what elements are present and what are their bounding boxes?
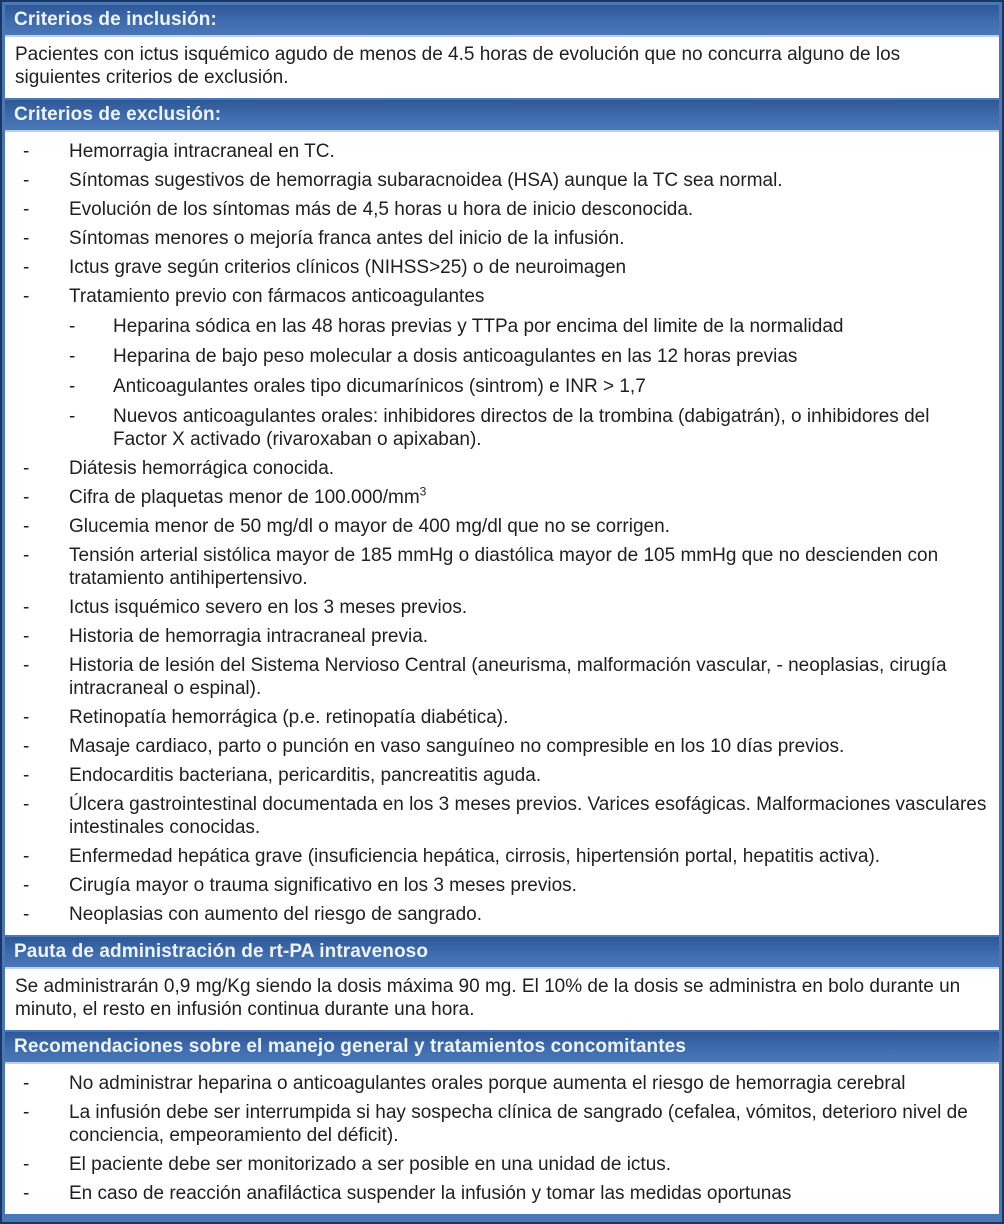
exclusion-subitem: - Heparina sódica en las 48 horas previas y TTPa por encima del limite de la normalidad <box>5 315 987 338</box>
superscript: 3 <box>419 484 427 499</box>
exclusion-subitem: - Nuevos anticoagulantes orales: inhibidores directos de la trombina (dabigatrán), o inhibidores del Factor X activado (rivaroxaban o apixaban). <box>5 405 987 451</box>
exclusion-item: - Hemorragia intracraneal en TC. <box>5 140 987 163</box>
section-header-pauta-label: Pauta de administración de rt-PA intravenoso <box>14 941 429 962</box>
pauta-paragraph: Se administrarán 0,9 mg/Kg siendo la dosis máxima 90 mg. El 10% de la dosis se administra en bolo durante un minuto, el resto en infusión continua durante una hora. <box>15 976 961 1020</box>
pauta-body-cell <box>5 969 999 1032</box>
recommendation-item: - En caso de reacción anafiláctica suspender la infusión y tomar las medidas oportunas <box>5 1182 987 1205</box>
exclusion-item: - Historia de hemorragia intracraneal previa. <box>5 625 987 648</box>
exclusion-item: - Síntomas sugestivos de hemorragia subaracnoidea (HSA) aunque la TC sea normal. <box>5 169 987 192</box>
section-header-exclusion-label: Criterios de exclusión: <box>14 104 222 125</box>
exclusion-item: - Retinopatía hemorrágica (p.e. retinopatía diabética). <box>5 706 987 729</box>
recommendation-item: - No administrar heparina o anticoagulantes orales porque aumenta el riesgo de hemorragia cerebral <box>5 1072 987 1095</box>
document-frame <box>2 2 1002 1222</box>
recomendaciones-body-cell <box>5 1064 999 1214</box>
exclusion-subitem: - Anticoagulantes orales tipo dicumarínicos (sintrom) e INR > 1,7 <box>5 375 987 398</box>
exclusion-item: - Tensión arterial sistólica mayor de 185 mmHg o diastólica mayor de 105 mmHg que no descienden con tratamiento antihipertensivo. <box>5 544 987 590</box>
exclusion-item: - Ictus isquémico severo en los 3 meses previos. <box>5 596 987 619</box>
section-header-recomendaciones <box>5 1032 999 1064</box>
exclusion-item: - Cirugía mayor o trauma significativo en los 3 meses previos. <box>5 874 987 897</box>
exclusion-body-cell <box>5 132 999 937</box>
exclusion-item: - Diátesis hemorrágica conocida. <box>5 457 987 480</box>
recommendation-item: - El paciente debe ser monitorizado a ser posible en una unidad de ictus. <box>5 1153 987 1176</box>
exclusion-item: - Glucemia menor de 50 mg/dl o mayor de 400 mg/dl que no se corrigen. <box>5 515 987 538</box>
exclusion-item: - Ictus grave según criterios clínicos (NIHSS>25) o de neuroimagen <box>5 256 987 279</box>
exclusion-item: - Enfermedad hepática grave (insuficiencia hepática, cirrosis, hipertensión portal, hepatitis activa). <box>5 845 987 868</box>
exclusion-item: - Endocarditis bacteriana, pericarditis, pancreatitis aguda. <box>5 764 987 787</box>
exclusion-item: - Cifra de plaquetas menor de $100.000/mm^3$ <box>5 486 987 509</box>
exclusion-item: - Masaje cardiaco, parto o punción en vaso sanguíneo no compresible en los 10 días previos. <box>5 735 987 758</box>
exclusion-list <box>5 140 987 926</box>
exclusion-item: - Tratamiento previo con fármacos anticoagulantes - Heparina sódica en las 48 horas previas y TTPa por encima del limite de la normalidad - Heparina de bajo peso molecular a dosis anticoagulantes en las 12 horas previas - Anticoagulantes orales tipo dicumarínicos (sintrom) e INR > 1,7 - Nuevos anticoagulantes orales: inhibidores directos de la trombina (dabigatrán), o inhibidores del Factor X activado (rivaroxaban o apixaban). <box>5 285 987 451</box>
inclusion-body-cell <box>5 37 999 100</box>
exclusion-item: - Neoplasias con aumento del riesgo de sangrado. <box>5 903 987 926</box>
exclusion-item: - Evolución de los síntomas más de 4,5 horas u hora de inicio desconocida. <box>5 198 987 221</box>
exclusion-subitem: - Heparina de bajo peso molecular a dosis anticoagulantes en las 12 horas previas <box>5 345 987 368</box>
recommendations-list <box>5 1072 987 1205</box>
exclusion-item: - Historia de lesión del Sistema Nervioso Central (aneurisma, malformación vascular, - neoplasias, cirugía intracraneal o espinal). <box>5 654 987 700</box>
recommendation-item: - La infusión debe ser interrumpida si hay sospecha clínica de sangrado (cefalea, vómitos, deterioro nivel de conciencia, empeoramiento del déficit). <box>5 1101 987 1147</box>
section-header-inclusion <box>5 5 999 37</box>
section-header-recomendaciones-label: Recomendaciones sobre el manejo general y tratamientos concomitantes <box>14 1036 687 1057</box>
section-header-exclusion <box>5 100 999 132</box>
exclusion-item: - Síntomas menores o mejoría franca antes del inicio de la infusión. <box>5 227 987 250</box>
exclusion-item: - Úlcera gastrointestinal documentada en los 3 meses previos. Varices esofágicas. Malformaciones vasculares intestinales conocidas. <box>5 793 987 839</box>
inclusion-paragraph: Pacientes con ictus isquémico agudo de menos de 4.5 horas de evolución que no concurra alguno de los siguientes criterios de exclusión. <box>15 44 901 88</box>
section-header-pauta <box>5 937 999 969</box>
anticoagulant-sublist <box>69 315 987 451</box>
section-header-inclusion-label: Criterios de inclusión: <box>14 9 217 30</box>
